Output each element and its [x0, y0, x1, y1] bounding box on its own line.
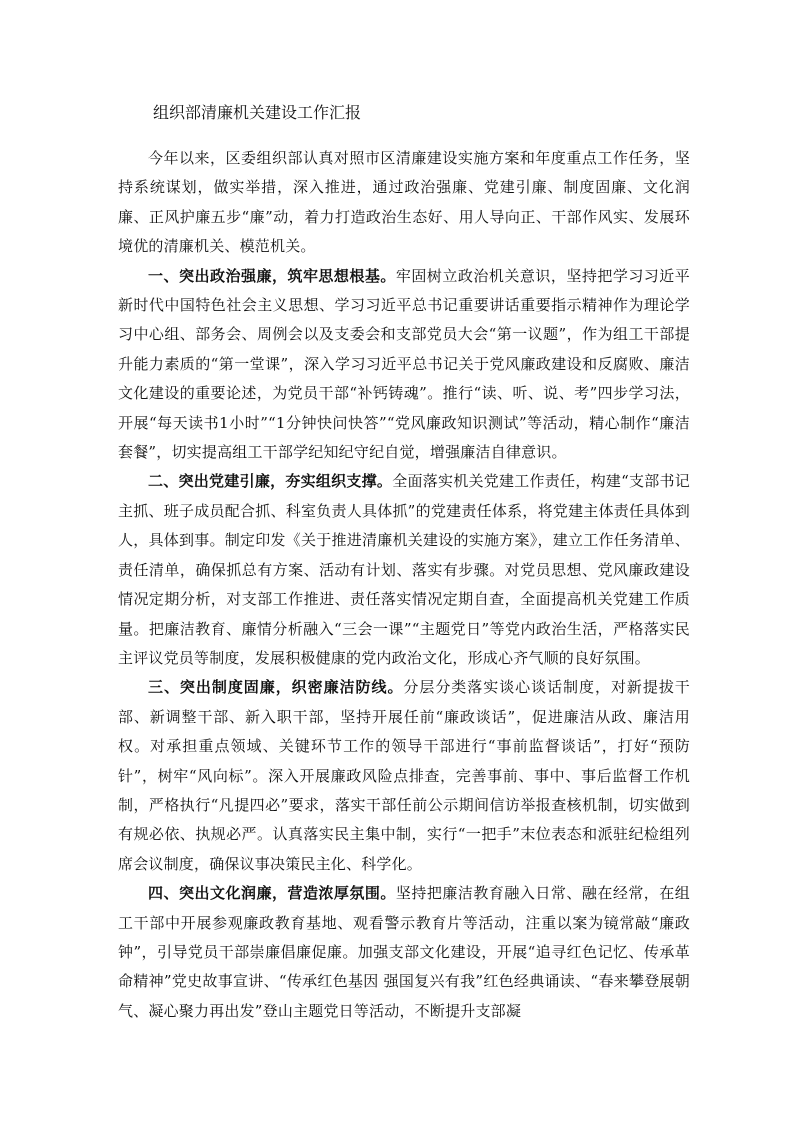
section-heading: 一、突出政治强廉，筑牢思想根基。: [148, 266, 396, 285]
section-heading: 二、突出党建引廉，夯实组织支撑。: [148, 472, 393, 491]
document-title: 组织部清廉机关建设工作汇报: [153, 103, 362, 122]
paragraph-section-1: [118, 262, 690, 468]
paragraph-text: 今年以来，区委组织部认真对照市区清廉建设实施方案和年度重点工作任务，坚持系统谋划，做实举措，深入推进，通过政治强廉、党建引廉、制度固廉、文化润廉、正风护廉五步“廉”动，着力打造政治生态好、用人导向正、干部作风实、发展环境优的清廉机关、模范机关。: [118, 149, 690, 256]
paragraph-section-4: [118, 879, 690, 1026]
paragraph-text: 坚持把廉洁教育融入日常、融在经常，在组工干部中开展参观廉政教育基地、观看警示教育片等活动，注重以案为镜常敲“廉政钟”，引导党员干部崇廉倡廉促廉。加强支部文化建设，开展“追寻红色记忆、传承革命精神”党史故事宣讲、“传承红色基因 强国复兴有我”红色经典诵读、“春来攀登展朝气、凝心聚力再出发”登山主题党日等活动，不断提升支部凝: [118, 884, 690, 1020]
paragraph-text: 牢固树立政治机关意识，坚持把学习习近平新时代中国特色社会主义思想、学习习近平总书记重要讲话重要指示精神作为理论学习中心组、部务会、周例会以及支委会和支部党员大会“第一议题”，作为组工干部提升能力素质的“第一堂课”，深入学习习近平总书记关于党风廉政建设和反腐败、廉洁文化建设的重要论述，为党员干部“补钙铸魂”。推行“读、听、说、考”四步学习法，开展“每天读书1小时”“1分钟快问快答”“党风廉政知识测试”等活动，精心制作“廉洁套餐”，切实提高组工干部学纪知纪守纪自觉，增强廉洁自律意识。: [118, 266, 690, 462]
paragraph-intro: [118, 144, 690, 262]
section-heading: 三、突出制度固廉，织密廉洁防线。: [148, 678, 404, 697]
section-heading: 四、突出文化润廉，营造浓厚氛围。: [148, 884, 396, 903]
document-body: [118, 144, 690, 1026]
paragraph-text: 分层分类落实谈心谈话制度，对新提拔干部、新调整干部、新入职干部，坚持开展任前“廉政谈话”，促进廉洁从政、廉洁用权。对承担重点领域、关键环节工作的领导干部进行“事前监督谈话”，打好“预防针”，树牢“风向标”。深入开展廉政风险点排查，完善事前、事中、事后监督工作机制，严格执行“凡提四必”要求，落实干部任前公示期间信访举报查核机制，切实做到有规必依、执规必严。认真落实民主集中制，实行“一把手”末位表态和派驻纪检组列席会议制度，确保议事决策民主化、科学化。: [118, 678, 690, 873]
paragraph-section-3: [118, 673, 690, 879]
paragraph-section-2: [118, 467, 690, 673]
paragraph-text: 全面落实机关党建工作责任，构建“支部书记主抓、班子成员配合抓、科室负责人具体抓”的党建责任体系，将党建主体责任具体到人，具体到事。制定印发《关于推进清廉机关建设的实施方案》，建立工作任务清单、责任清单，确保抓总有方案、活动有计划、落实有步骤。对党员思想、党风廉政建设情况定期分析，对支部工作推进、责任落实情况定期自查，全面提高机关党建工作质量。把廉洁教育、廉情分析融入“三会一课”“主题党日”等党内政治生活，严格落实民主评议党员等制度，发展积极健康的党内政治文化，形成心齐气顺的良好氛围。: [118, 472, 691, 667]
